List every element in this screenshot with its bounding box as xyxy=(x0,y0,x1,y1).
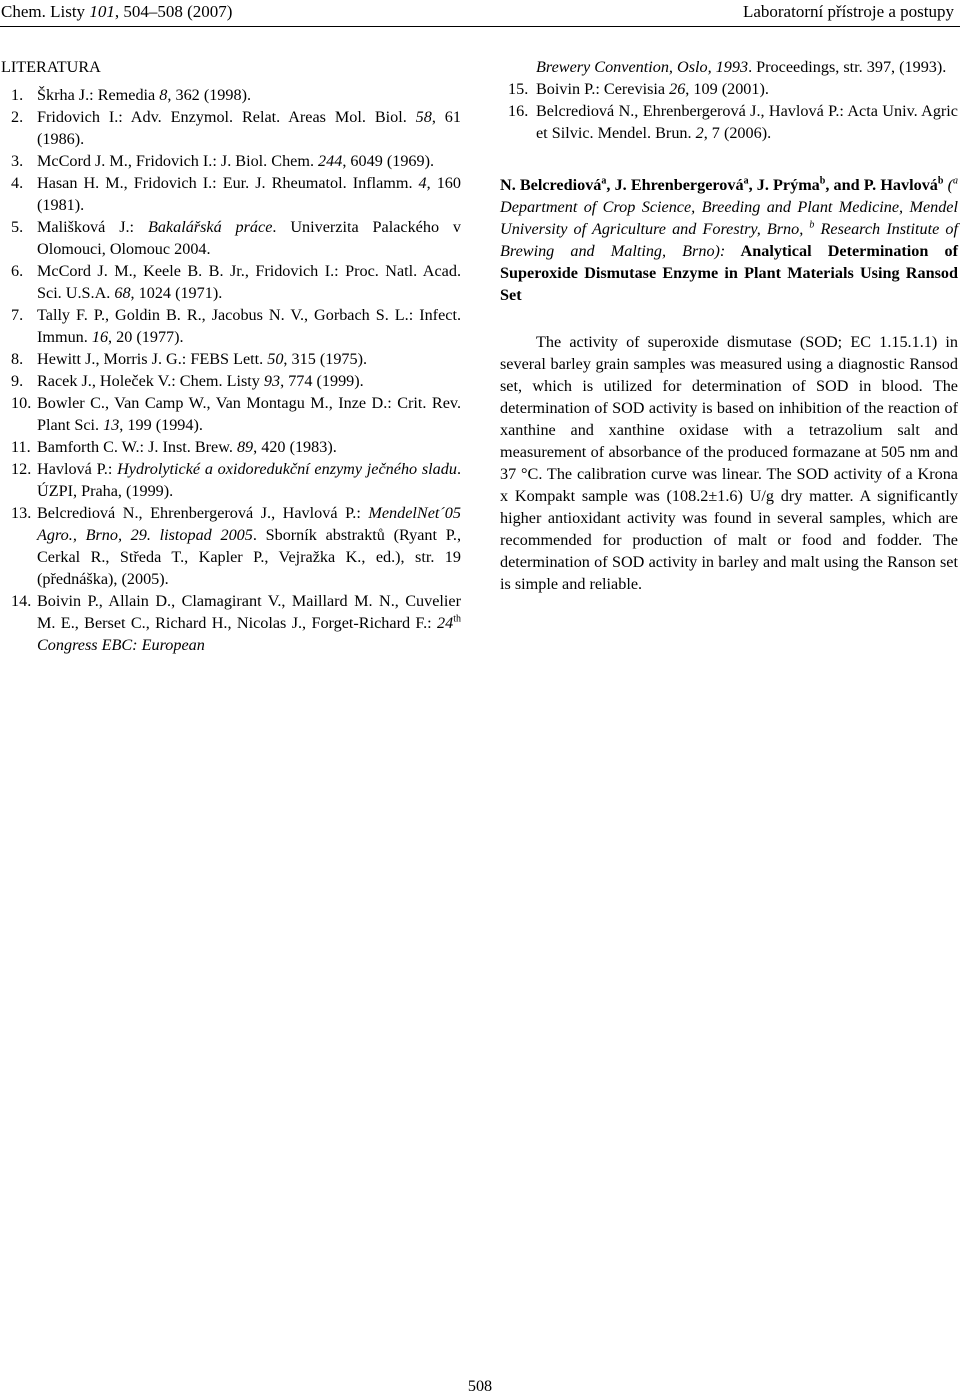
affiliation-open: ( xyxy=(943,176,953,194)
reference-item xyxy=(1,304,461,348)
references-heading: LITERATURA xyxy=(1,58,101,76)
right-column xyxy=(500,56,958,595)
reference-text: Belcrediová N., Ehrenbergerová J., Havlová P.: Acta Univ. Agric et Silvic. Mendel. Brun. xyxy=(536,102,958,142)
authors xyxy=(500,176,943,194)
reference-text: , 61 (1986). xyxy=(37,108,461,148)
reference-number: 15. xyxy=(508,80,529,98)
left-column xyxy=(1,56,461,656)
reference-item xyxy=(1,370,461,392)
reference-item xyxy=(1,172,461,216)
reference-text: . Sborník abstraktů (Ryant P., Cerkal R., Středa T., Kapler P., Vejražka K., ed.), str. 19 (přednáška), (2005). xyxy=(37,526,461,588)
reference-text: , 199 (1994). xyxy=(119,416,203,434)
reference-continuation-text: . Proceedings, str. 397, (1993). xyxy=(748,58,947,76)
reference-volume: 13 xyxy=(103,416,120,434)
author-name: , J. Ehrenbergerová xyxy=(606,176,744,194)
abstract-body: The activity of superoxide dismutase (SOD; EC 1.15.1.1) in several barley grain samples was measured using a diagnostic Ransod set, which is utilized for determination of SOD in blood. The determination of SOD activity is based on inhibition of the reaction of xanthine and xanthine oxidase with a tetrazolium salt and measurement of absorbance of the produced formazane at 505 nm and 37 °C. The calibration curve was linear. The SOD activity of a Krona x Kompakt sample was (108.2±1.6) U/g dry matter. A significantly higher antioxidant activity was found in several samples, which are recommended for production of malt or food and fodder. The determination of SOD activity in barley and malt using the Ranson set is simple and reliable. xyxy=(500,333,958,593)
reference-text: , 109 (2001). xyxy=(685,80,769,98)
reference-item xyxy=(1,216,461,260)
reference-text: , 774 (1999). xyxy=(280,372,364,390)
reference-volume: 93 xyxy=(263,372,281,390)
journal-volume: 101 xyxy=(89,2,115,21)
reference-volume: 58 xyxy=(415,108,432,126)
reference-volume: 4 xyxy=(418,174,427,192)
reference-item xyxy=(1,150,461,172)
reference-text: . ÚZPI, Praha, (1999). xyxy=(37,460,461,500)
reference-italic: Hydrolytické a oxidoredukční enzymy ječného sladu xyxy=(117,460,457,478)
reference-text: Belcrediová N., Ehrenbergerová J., Havlová P.: xyxy=(37,504,369,522)
affiliation-mark: b xyxy=(809,219,815,231)
affiliation-text: Department of Crop Science, Breeding and Plant Medicine, Mendel University of Agriculture and Forestry, Brno, xyxy=(500,198,958,238)
reference-item xyxy=(1,84,461,106)
affiliation-mark: a xyxy=(953,175,958,187)
reference-text: McCord J. M., Keele B. B. Jr., Fridovich I.: Proc. Natl. Acad. Sci. U.S.A. xyxy=(37,262,461,302)
reference-item xyxy=(1,458,461,502)
reference-number: 7. xyxy=(11,306,24,324)
reference-number: 2. xyxy=(11,108,24,126)
reference-volume: 16 xyxy=(91,328,109,346)
reference-volume: 244 xyxy=(318,152,343,170)
reference-text: Boivin P., Allain D., Clamagirant V., Maillard M. N., Cuvelier M. E., Berset C., Richard H., Nicolas J., Forget-Richard F.: xyxy=(37,592,461,632)
reference-text: Hewitt J., Morris J. G.: FEBS Lett. xyxy=(37,350,268,368)
reference-text: Boivin P.: Cerevisia xyxy=(536,80,670,98)
reference-volume: 68 xyxy=(114,284,131,302)
running-header xyxy=(0,0,960,26)
reference-number: 11. xyxy=(11,438,31,456)
reference-text: Škrha J.: Remedia xyxy=(37,86,160,104)
reference-item xyxy=(1,392,461,436)
reference-superscript: th xyxy=(453,613,461,625)
reference-number: 16. xyxy=(508,102,529,120)
reference-volume: 89 xyxy=(236,438,254,456)
reference-text: Mališková J.: xyxy=(37,218,148,236)
reference-text: Hasan H. M., Fridovich I.: Eur. J. Rheumatol. Inflamm. xyxy=(37,174,419,192)
reference-text: , 6049 (1969). xyxy=(342,152,435,170)
affiliation-text: Research Institute of Brewing and Malting, Brno): xyxy=(500,220,958,260)
reference-text: Tally F. P., Goldin B. R., Jacobus N. V., Gorbach S. L.: Infect. Immun. xyxy=(37,306,461,346)
reference-text: . Univerzita Palackého v Olomouci, Olomouc 2004. xyxy=(37,218,461,258)
reference-volume: 2 xyxy=(695,124,704,142)
reference-italic: Bakalářská práce xyxy=(147,218,273,236)
reference-number: 8. xyxy=(11,350,24,368)
reference-number: 3. xyxy=(11,152,24,170)
reference-text: , 1024 (1971). xyxy=(130,284,223,302)
reference-list-continued xyxy=(500,78,958,144)
author-name: , and P. Havlová xyxy=(825,176,938,194)
reference-italic: MendelNet´05 Agro., Brno, 29. listopad 2005 xyxy=(37,504,461,544)
reference-item xyxy=(1,502,461,590)
reference-volume: 8 xyxy=(159,86,168,104)
reference-number: 9. xyxy=(11,372,24,390)
reference-italic: Congress EBC: European xyxy=(37,636,205,654)
reference-number: 10. xyxy=(11,394,32,412)
reference-text: , 315 (1975). xyxy=(283,350,368,368)
reference-item xyxy=(1,590,461,656)
reference-text: Fridovich I.: Adv. Enzymol. Relat. Areas Mol. Biol. xyxy=(37,108,416,126)
affiliation-mark: a xyxy=(601,175,607,187)
reference-item xyxy=(1,106,461,150)
reference-number: 5. xyxy=(11,218,24,236)
reference-italic: 24 xyxy=(437,614,454,632)
reference-number: 12. xyxy=(11,460,32,478)
reference-text: , 420 (1983). xyxy=(253,438,337,456)
reference-number: 4. xyxy=(11,174,24,192)
reference-number: 6. xyxy=(11,262,24,280)
reference-text: , 7 (2006). xyxy=(703,124,772,142)
reference-item xyxy=(1,436,461,458)
abstract-title: Analytical Determination of Superoxide Dismutase Enzyme in Plant Materials Using Ransod Set xyxy=(500,242,958,304)
abstract-heading xyxy=(500,174,958,306)
section-name: Laboratorní přístroje a postupy xyxy=(742,2,954,21)
reference-text: Havlová P.: xyxy=(37,460,118,478)
reference-number: 14. xyxy=(11,592,32,610)
affiliation-mark: a xyxy=(743,175,749,187)
affiliation-mark: b xyxy=(819,175,826,187)
reference-item xyxy=(500,100,958,144)
journal-name: Chem. Listy xyxy=(1,2,90,21)
reference-text: McCord J. M., Fridovich I.: J. Biol. Chem. xyxy=(37,152,319,170)
reference-item xyxy=(1,348,461,370)
reference-text: Bowler C., Van Camp W., Van Montagu M., Inze D.: Crit. Rev. Plant Sci. xyxy=(37,394,461,434)
reference-number: 1. xyxy=(11,86,24,104)
reference-volume: 26 xyxy=(669,80,686,98)
reference-item xyxy=(1,260,461,304)
author-name: N. Belcrediová xyxy=(500,176,602,194)
page-number: 508 xyxy=(467,1377,493,1395)
reference-text: , 20 (1977). xyxy=(108,328,184,346)
affiliation-mark: b xyxy=(937,175,944,187)
reference-text: Bamforth C. W.: J. Inst. Brew. xyxy=(37,438,237,456)
reference-item xyxy=(500,78,958,100)
reference-text: , 362 (1998). xyxy=(167,86,252,104)
reference-continuation xyxy=(500,56,958,78)
reference-text: Racek J., Holeček V.: Chem. Listy xyxy=(37,372,264,390)
journal-citation xyxy=(1,1,232,23)
header-rule xyxy=(0,26,960,27)
author-name: , J. Prýma xyxy=(748,176,820,194)
reference-volume: 50 xyxy=(267,350,284,368)
reference-text: , 160 (1981). xyxy=(37,174,461,214)
reference-number: 13. xyxy=(11,504,32,522)
journal-pages: , 504–508 (2007) xyxy=(114,2,233,21)
reference-list xyxy=(1,84,461,656)
reference-continuation-italic: Brewery Convention, Oslo, 1993 xyxy=(536,58,749,76)
